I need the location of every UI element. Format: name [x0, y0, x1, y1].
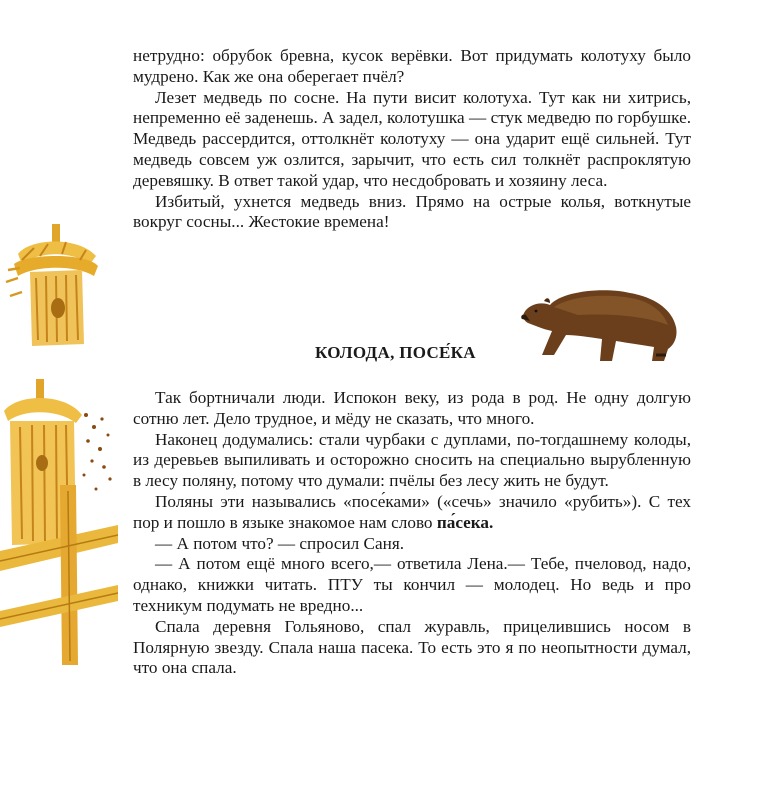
- paragraph: Избитый, ухнется медведь вниз. Прямо на острые колья, воткнутые вокруг сосны... Жестокие времена!: [133, 191, 691, 232]
- top-text-block: [133, 46, 691, 233]
- brown-bear-illustration: [518, 283, 683, 363]
- bottom-text-block: [133, 388, 691, 679]
- paragraph: — А потом ещё много всего,— ответила Лена.— Тебе, пчеловод, надо, однако, книжки читать. ПТУ ты кончил — молодец. Но ведь и про техникум подумать не вредно...: [133, 554, 691, 615]
- beehive-with-fence-illustration: [0, 375, 118, 665]
- paragraph: нетрудно: обрубок бревна, кусок верёвки. Вот придумать колотуху было мудрено. Как же она оберегает пчёл?: [133, 46, 691, 86]
- paragraph: Лезет медведь по сосне. На пути висит колотуха. Тут как ни хитрись, непременно её заденешь. А задел, колотушка — стук медведю по горбушке. Медведь рассердится, оттолкнёт колотуху — она ударит ещё сильней. Тут медведь совсем уж озлится, зарычит, что есть сил толкнёт распроклятую деревяшку. В ответ такой удар, что несдобровать и хозяину леса.: [133, 87, 691, 190]
- section-title: КОЛОДА, ПОСЕ́КА: [315, 343, 476, 362]
- paragraph-text: Поляны эти назывались «посе́ками» («сечь» значило «рубить»). С тех пор и пошло в языке знакомое нам слово: [133, 491, 691, 532]
- straw-beehive-illustration: [0, 220, 110, 350]
- paragraph: Так бортничали люди. Испокон веку, из рода в род. Не одну долгую сотню лет. Дело трудное, и мёду не сказать, что много.: [133, 388, 691, 428]
- paragraph: Спала деревня Гольяново, спал журавль, прицелившись носом в Полярную звезду. Спала наша пасека. То есть это я по неопытности думал, что она спала.: [133, 616, 691, 678]
- paragraph: — А потом что? — спросил Саня.: [155, 533, 405, 553]
- paragraph: Наконец додумались: стали чурбаки с дуплами, по-тогдашнему колоды, из деревьев выпиливать и осторожно сносить на специально вырубленную в лесу поляну, потому что думали: пчёлы без лесу жить не будут.: [133, 429, 691, 491]
- paragraph: [133, 492, 691, 534]
- bold-term: па́сека.: [436, 512, 494, 532]
